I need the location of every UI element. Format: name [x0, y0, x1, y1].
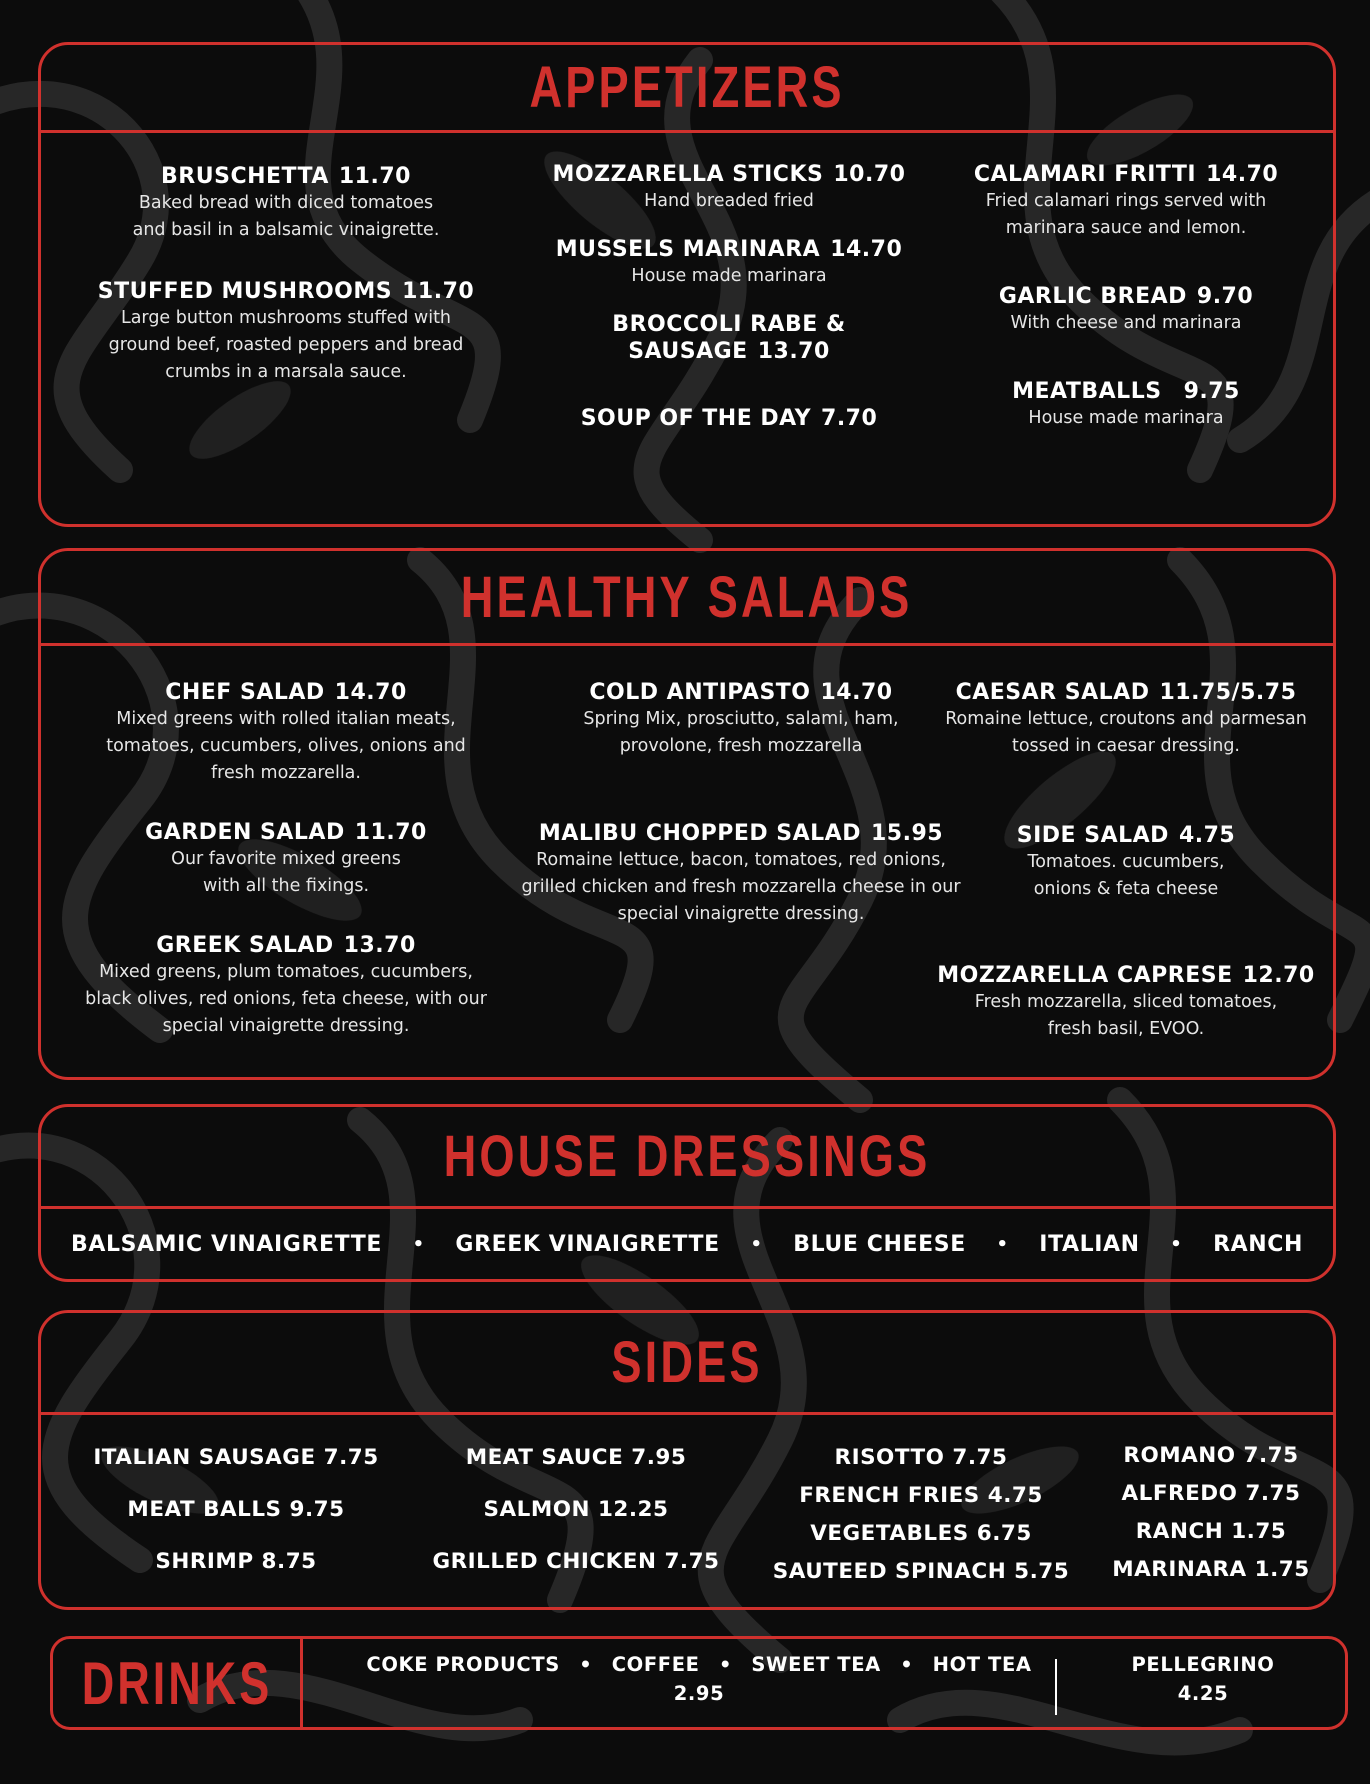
side-item: MARINARA 1.75	[1112, 1557, 1310, 1582]
item-price: 14.70	[334, 680, 407, 705]
menu-item-bruschetta	[61, 163, 511, 244]
drink-coffee: COFFEE	[611, 1653, 700, 1676]
item-name: GARDEN SALAD	[145, 820, 345, 845]
item-name: MEATBALLS	[1012, 379, 1162, 404]
item-description: Fresh mozzarella, sliced tomatoes, fresh basil, EVOO.	[974, 992, 1278, 1039]
sides-title: SIDES	[611, 1330, 763, 1395]
menu-item-cold-antipasto	[501, 679, 981, 760]
item-name: CHEF SALAD	[165, 680, 325, 705]
dressing-italian: ITALIAN	[1039, 1231, 1140, 1257]
menu-item-mussels-marinara	[489, 236, 969, 290]
bullet-separator: •	[1170, 1233, 1183, 1255]
menu-item-mozzarella-sticks	[489, 161, 969, 215]
side-item: RISOTTO 7.75	[834, 1445, 1008, 1470]
item-name: MUSSELS MARINARA	[555, 237, 821, 262]
menu-item-stuffed-mushrooms	[61, 278, 511, 386]
pellegrino-price: 4.25	[1177, 1682, 1229, 1705]
item-name: COLD ANTIPASTO	[589, 680, 811, 705]
item-price: 12.70	[1242, 963, 1315, 988]
drinks-list	[309, 1653, 1089, 1705]
item-name: CAESAR SALAD	[955, 680, 1150, 705]
bullet-separator: •	[718, 1653, 733, 1676]
side-item: MEAT SAUCE 7.95	[465, 1445, 687, 1470]
menu-item-greek-salad	[55, 932, 517, 1040]
item-description: Romaine lettuce, croutons and parmesan tossed in caesar dressing.	[945, 709, 1307, 756]
side-item: MEAT BALLS 9.75	[127, 1497, 345, 1522]
item-name: CALAMARI FRITTI	[973, 162, 1197, 187]
item-description: With cheese and marinara	[1010, 313, 1242, 333]
dressings-title: HOUSE DRESSINGS	[443, 1124, 931, 1189]
item-name: SOUP OF THE DAY	[580, 406, 812, 431]
appetizers-panel	[38, 42, 1336, 527]
item-description: Mixed greens with rolled italian meats, tomatoes, cucumbers, olives, onions and fresh mozzarella.	[106, 709, 466, 783]
item-price: 13.70	[757, 339, 830, 364]
item-price: 14.70	[830, 237, 903, 262]
side-item: SAUTEED SPINACH 5.75	[772, 1559, 1070, 1584]
item-description: Tomatoes. cucumbers, onions & feta cheese	[1027, 852, 1225, 899]
item-name-line1: BROCCOLI RABE &	[612, 312, 846, 337]
appetizers-header	[41, 45, 1333, 133]
drink-coke-products: COKE PRODUCTS	[366, 1653, 560, 1676]
item-name: SIDE SALAD	[1016, 823, 1169, 848]
drink-sweet-tea: SWEET TEA	[751, 1653, 881, 1676]
item-name: GREEK SALAD	[156, 933, 334, 958]
drinks-pellegrino	[1073, 1653, 1333, 1705]
item-price: 14.70	[1206, 162, 1279, 187]
drinks-divider	[1055, 1659, 1057, 1715]
bullet-separator: •	[996, 1233, 1009, 1255]
side-item: RANCH 1.75	[1135, 1519, 1287, 1544]
dressing-blue-cheese: BLUE CHEESE	[793, 1231, 966, 1257]
item-name: GARLIC BREAD	[998, 284, 1187, 309]
sides-column-4	[1081, 1443, 1341, 1595]
item-description: Fried calamari rings served with marinara sauce and lemon.	[985, 191, 1267, 238]
item-name: STUFFED MUSHROOMS	[97, 279, 393, 304]
house-dressings-panel	[38, 1104, 1336, 1282]
item-description: Romaine lettuce, bacon, tomatoes, red onions, grilled chicken and fresh mozzarella cheese in our special vinaigrette dressing.	[521, 850, 961, 924]
item-name: BRUSCHETTA	[161, 164, 329, 189]
item-price: 14.70	[820, 680, 893, 705]
dressings-header	[41, 1107, 1333, 1209]
bullet-separator: •	[412, 1233, 425, 1255]
side-item: VEGETABLES 6.75	[810, 1521, 1032, 1546]
menu-item-garden-salad	[61, 819, 511, 900]
item-description: Baked bread with diced tomatoes and basil in a balsamic vinaigrette.	[132, 193, 440, 240]
item-price: 9.75	[1183, 379, 1240, 404]
sides-column-3	[741, 1445, 1101, 1597]
side-item: ITALIAN SAUSAGE 7.75	[93, 1445, 379, 1470]
item-name: MOZZARELLA STICKS	[552, 162, 824, 187]
drinks-title: DRINKS	[81, 1649, 272, 1717]
menu-item-garlic-bread	[921, 283, 1331, 337]
item-name: MALIBU CHOPPED SALAD	[538, 821, 861, 846]
bullet-separator: •	[900, 1653, 914, 1676]
item-description: Hand breaded fried	[644, 191, 814, 211]
item-name: MOZZARELLA CAPRESE	[937, 963, 1233, 988]
item-price: 11.70	[338, 164, 411, 189]
item-description: Spring Mix, prosciutto, salami, ham, provolone, fresh mozzarella	[583, 709, 899, 756]
drinks-panel	[50, 1636, 1348, 1730]
sides-panel	[38, 1310, 1336, 1610]
item-price: 11.70	[402, 279, 475, 304]
menu-item-calamari-fritti	[921, 161, 1331, 242]
item-price: 11.70	[354, 820, 427, 845]
sides-header	[41, 1313, 1333, 1415]
salads-header	[41, 551, 1333, 646]
dressing-greek-vinaigrette: GREEK VINAIGRETTE	[455, 1231, 720, 1257]
bullet-separator: •	[750, 1233, 763, 1255]
healthy-salads-panel	[38, 548, 1336, 1080]
bullet-separator: •	[579, 1653, 593, 1676]
sides-column-1	[61, 1445, 411, 1601]
menu-item-meatballs	[921, 378, 1331, 432]
salads-title: HEALTHY SALADS	[461, 564, 913, 630]
item-price: 15.95	[870, 821, 944, 846]
dressing-ranch: RANCH	[1213, 1231, 1303, 1257]
sides-column-2	[401, 1445, 751, 1601]
side-item: ALFREDO 7.75	[1121, 1481, 1301, 1506]
item-name-line2: SAUSAGE	[628, 339, 748, 364]
item-price: 13.70	[343, 933, 416, 958]
item-price: 10.70	[833, 162, 906, 187]
menu-item-mozzarella-caprese	[921, 962, 1331, 1043]
menu-item-soup-of-the-day	[489, 405, 969, 432]
item-price: 9.70	[1196, 284, 1254, 309]
side-item: ROMANO 7.75	[1123, 1443, 1299, 1468]
item-price: 4.75	[1178, 823, 1236, 848]
dressing-balsamic-vinaigrette: BALSAMIC VINAIGRETTE	[71, 1231, 382, 1257]
drinks-price: 2.95	[673, 1682, 725, 1705]
item-description: House made marinara	[1028, 408, 1224, 428]
menu-item-chef-salad	[61, 679, 511, 787]
menu-item-malibu-chopped-salad	[491, 820, 991, 928]
pellegrino-name: PELLEGRINO	[1131, 1653, 1275, 1676]
side-item: FRENCH FRIES 4.75	[799, 1483, 1043, 1508]
side-item: GRILLED CHICKEN 7.75	[432, 1549, 720, 1574]
item-description: Mixed greens, plum tomatoes, cucumbers, black olives, red onions, feta cheese, with our special vinaigrette dressing.	[85, 962, 487, 1036]
item-price: 7.70	[821, 406, 878, 431]
item-description: House made marinara	[631, 266, 827, 286]
drinks-label-box	[53, 1639, 303, 1727]
dressings-list	[41, 1209, 1333, 1279]
side-item: SALMON 12.25	[483, 1497, 669, 1522]
appetizers-title: APPETIZERS	[529, 55, 845, 120]
menu-item-caesar-salad	[921, 679, 1331, 760]
item-price: 11.75/5.75	[1159, 680, 1297, 705]
item-description: Our favorite mixed greens with all the fixings.	[171, 849, 401, 896]
menu-item-broccoli-rabe-sausage	[489, 311, 969, 365]
menu-item-side-salad	[921, 822, 1331, 903]
side-item: SHRIMP 8.75	[155, 1549, 317, 1574]
item-description: Large button mushrooms stuffed with ground beef, roasted peppers and bread crumbs in a marsala sauce.	[108, 308, 464, 382]
drink-hot-tea: HOT TEA	[932, 1653, 1032, 1676]
